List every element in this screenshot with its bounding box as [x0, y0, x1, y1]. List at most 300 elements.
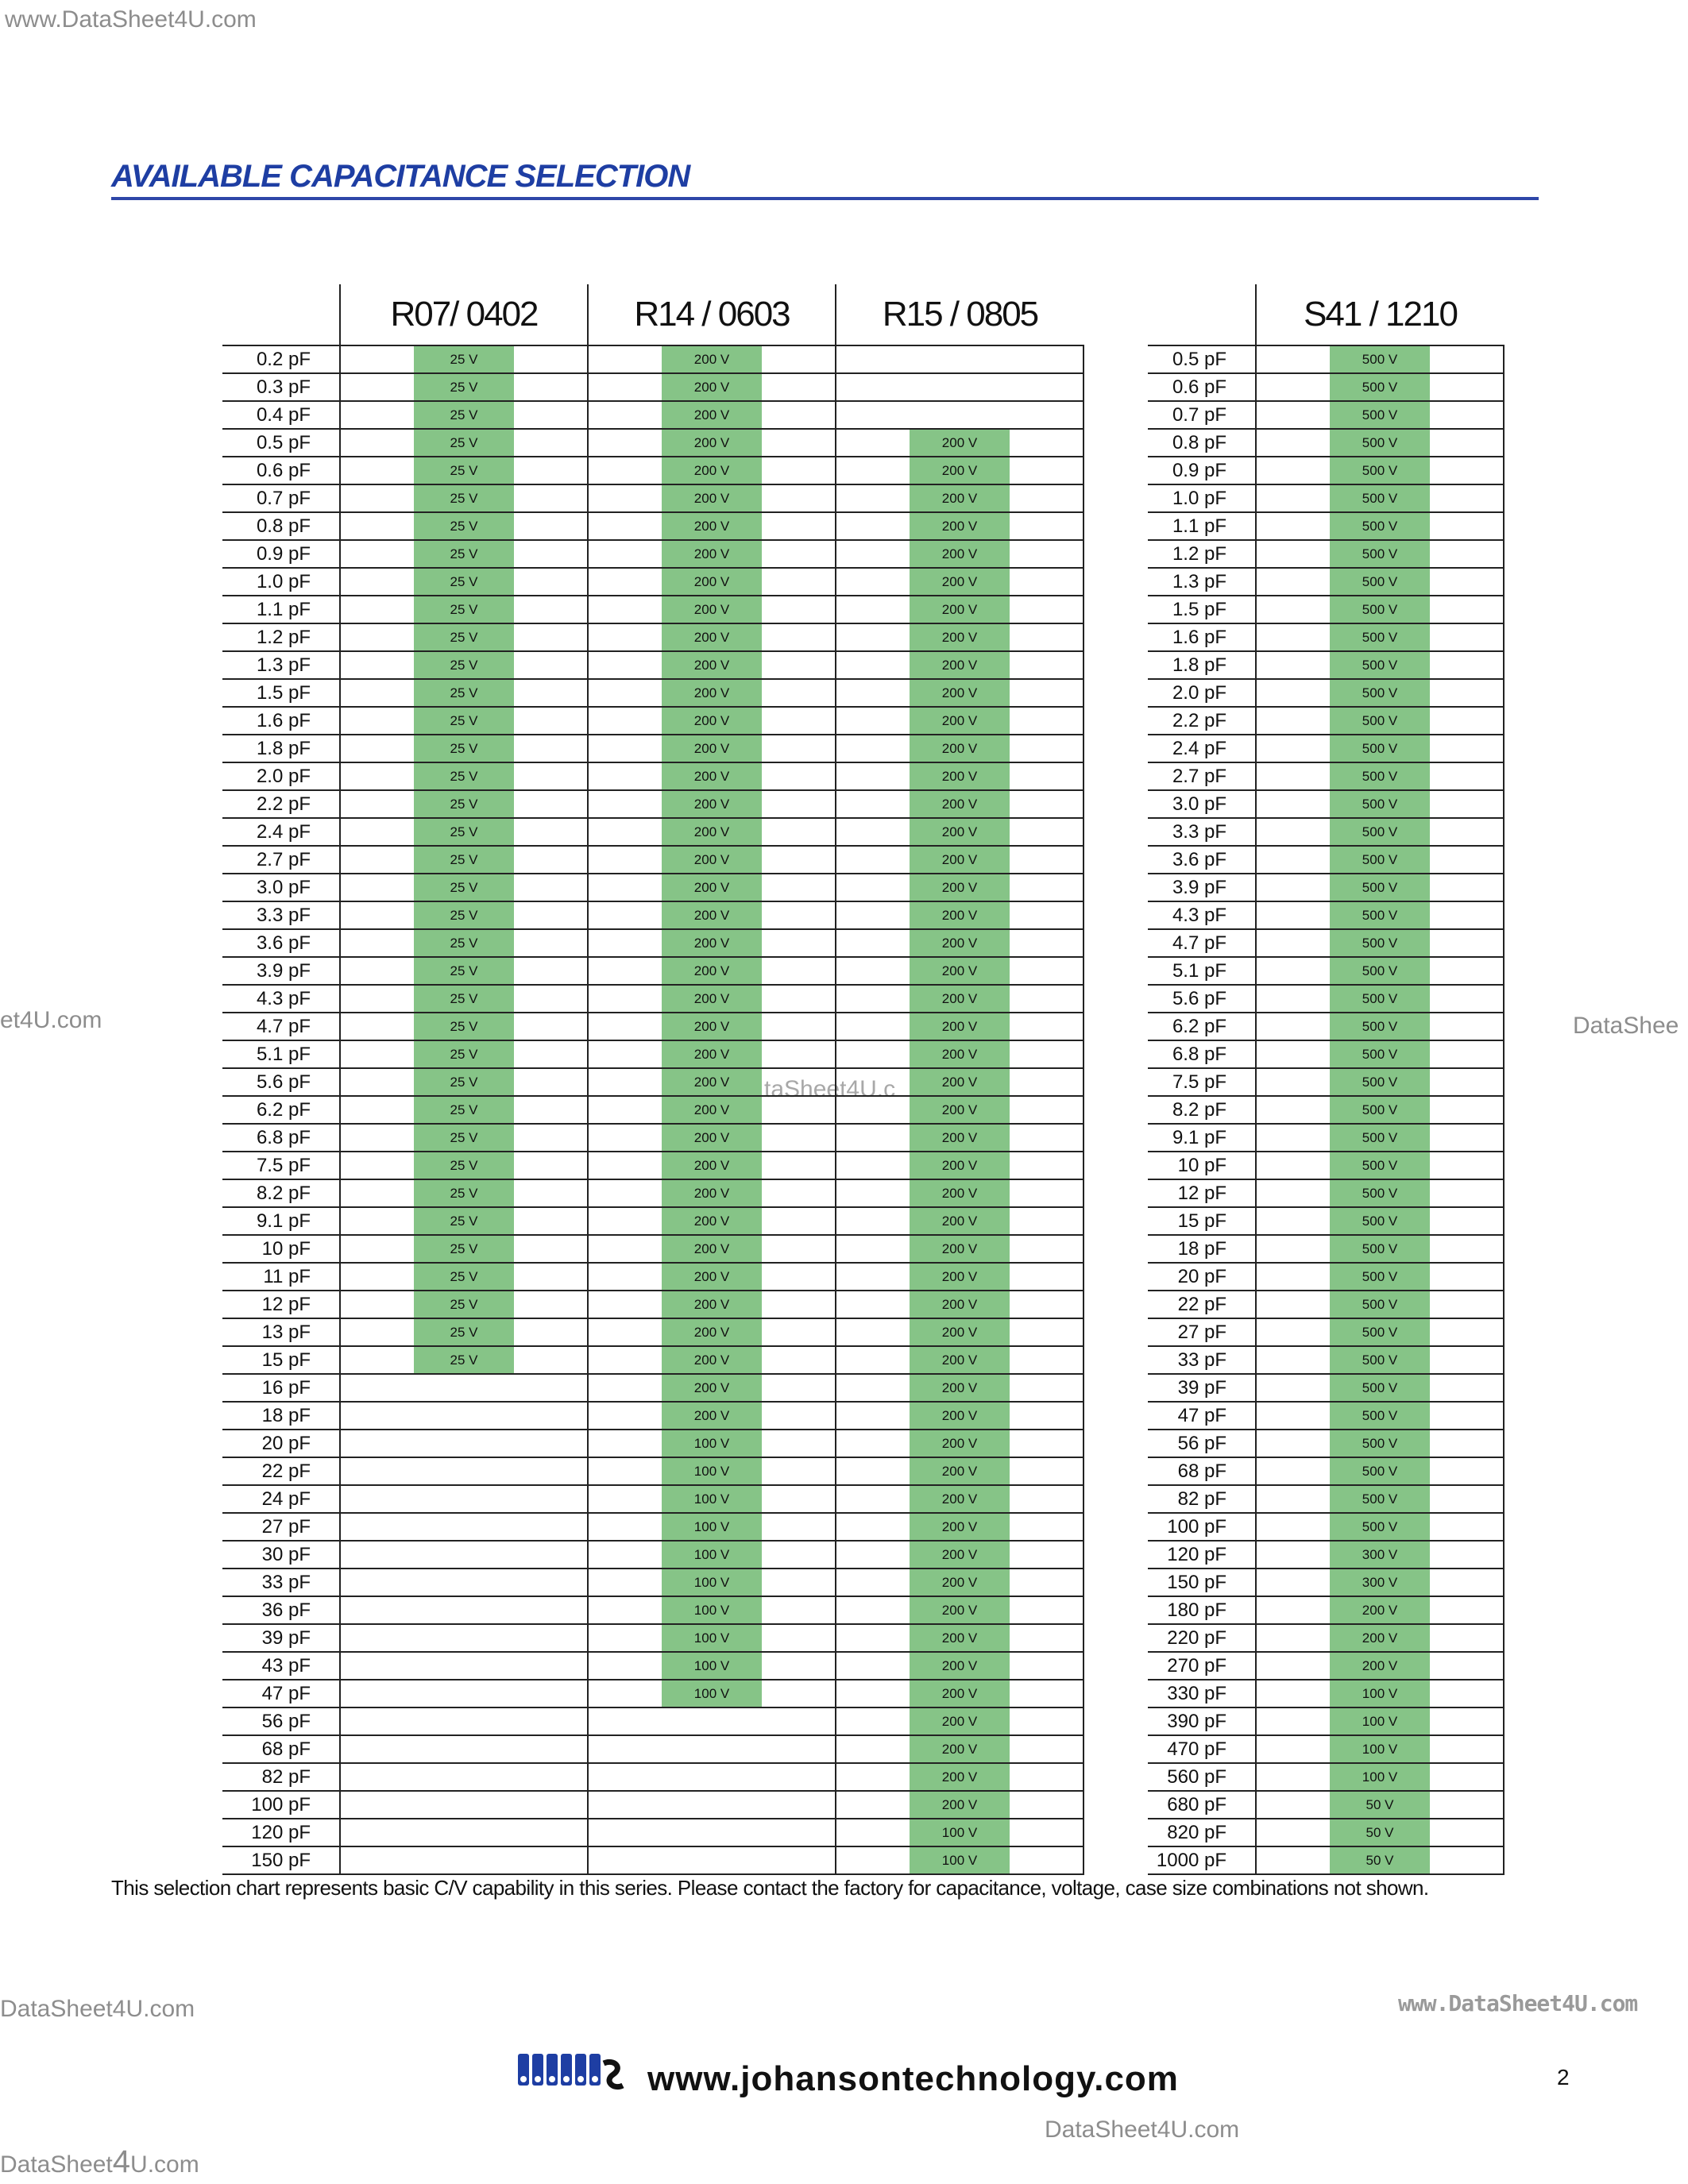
voltage-cell — [836, 651, 1083, 679]
voltage-rating: 200 V — [910, 1653, 1010, 1679]
capacitance-label: 56 pF — [222, 1707, 340, 1735]
voltage-cell — [588, 429, 836, 457]
voltage-rating: 200 V — [910, 763, 1010, 789]
capacitance-label: 180 pF — [1148, 1596, 1256, 1624]
voltage-cell — [340, 457, 588, 484]
voltage-cell — [836, 1263, 1083, 1291]
voltage-cell — [340, 1652, 588, 1680]
capacitance-label: 1.0 pF — [1148, 484, 1256, 512]
voltage-cell — [836, 1735, 1083, 1763]
table-row — [222, 373, 1083, 401]
voltage-rating: 25 V — [414, 791, 514, 817]
voltage-cell — [340, 1346, 588, 1374]
voltage-rating: 50 V — [1330, 1819, 1430, 1846]
capacitance-label: 30 pF — [222, 1541, 340, 1569]
capacitance-label: 56 pF — [1148, 1430, 1256, 1457]
voltage-cell — [340, 1291, 588, 1318]
voltage-cell — [340, 1541, 588, 1569]
capacitance-label: 2.7 pF — [1148, 762, 1256, 790]
voltage-rating: 200 V — [910, 485, 1010, 511]
table-row — [1148, 762, 1504, 790]
voltage-rating: 200 V — [910, 1236, 1010, 1262]
table-row — [222, 1124, 1083, 1152]
voltage-cell — [836, 985, 1083, 1013]
voltage-rating: 500 V — [1330, 1486, 1430, 1512]
voltage-cell — [836, 1596, 1083, 1624]
section-title-text: AVAILABLE CAPACITANCE SELECTION — [111, 159, 690, 194]
voltage-rating: 25 V — [414, 958, 514, 984]
table-row — [1148, 373, 1504, 401]
voltage-rating: 200 V — [1330, 1597, 1430, 1623]
voltage-rating: 25 V — [414, 1097, 514, 1123]
voltage-cell — [836, 540, 1083, 568]
voltage-rating: 25 V — [414, 624, 514, 650]
voltage-rating: 200 V — [910, 1625, 1010, 1651]
voltage-rating: 200 V — [910, 1403, 1010, 1429]
voltage-rating: 200 V — [910, 708, 1010, 734]
voltage-rating: 25 V — [414, 763, 514, 789]
table-row — [222, 1346, 1083, 1374]
voltage-rating: 25 V — [414, 652, 514, 678]
capacitance-label: 2.0 pF — [1148, 679, 1256, 707]
voltage-cell — [1256, 568, 1504, 596]
header-s41-1210: S41 / 1210 — [1256, 284, 1504, 345]
capacitance-label: 4.7 pF — [1148, 929, 1256, 957]
table-row — [222, 1819, 1083, 1846]
voltage-cell — [340, 1791, 588, 1819]
table-row — [1148, 429, 1504, 457]
watermark-footer-left — [0, 2144, 199, 2180]
voltage-rating: 500 V — [1330, 652, 1430, 678]
table-row — [222, 985, 1083, 1013]
voltage-rating: 300 V — [1330, 1569, 1430, 1596]
voltage-rating: 200 V — [910, 1125, 1010, 1151]
voltage-cell — [1256, 345, 1504, 373]
voltage-cell — [588, 1096, 836, 1124]
voltage-cell — [588, 540, 836, 568]
voltage-rating: 200 V — [910, 1486, 1010, 1512]
voltage-cell — [588, 1569, 836, 1596]
table-row — [1148, 1318, 1504, 1346]
voltage-cell — [340, 929, 588, 957]
voltage-cell — [836, 1624, 1083, 1652]
capacitance-label: 22 pF — [1148, 1291, 1256, 1318]
table-row — [222, 1402, 1083, 1430]
watermark-bottom-center: DataSheet4U.com — [1045, 2116, 1240, 2143]
voltage-rating: 100 V — [662, 1569, 762, 1596]
capacitance-label: 3.0 pF — [222, 874, 340, 901]
voltage-cell — [340, 1402, 588, 1430]
voltage-cell — [836, 1318, 1083, 1346]
table-row — [1148, 651, 1504, 679]
voltage-cell — [588, 1068, 836, 1096]
table-row — [1148, 1013, 1504, 1040]
voltage-rating: 200 V — [662, 652, 762, 678]
voltage-cell — [588, 1179, 836, 1207]
voltage-cell — [340, 874, 588, 901]
capacitance-label: 820 pF — [1148, 1819, 1256, 1846]
voltage-rating: 25 V — [414, 374, 514, 400]
voltage-cell — [340, 790, 588, 818]
capacitance-label: 3.0 pF — [1148, 790, 1256, 818]
capacitance-label: 39 pF — [1148, 1374, 1256, 1402]
voltage-cell — [836, 1152, 1083, 1179]
voltage-rating: 200 V — [910, 569, 1010, 595]
table-row — [222, 1152, 1083, 1179]
capacitance-label: 1.5 pF — [222, 679, 340, 707]
voltage-rating: 500 V — [1330, 457, 1430, 484]
voltage-rating: 100 V — [1330, 1764, 1430, 1790]
capacitance-label: 1.2 pF — [222, 623, 340, 651]
capacitance-label: 39 pF — [222, 1624, 340, 1652]
voltage-rating: 200 V — [662, 1180, 762, 1206]
voltage-cell — [588, 1763, 836, 1791]
voltage-cell — [340, 1680, 588, 1707]
table-row — [222, 401, 1083, 429]
table-row — [1148, 1819, 1504, 1846]
table-row — [1148, 596, 1504, 623]
voltage-rating: 500 V — [1330, 763, 1430, 789]
voltage-rating: 200 V — [910, 930, 1010, 956]
voltage-cell — [1256, 1457, 1504, 1485]
voltage-rating: 200 V — [662, 902, 762, 928]
voltage-cell — [1256, 707, 1504, 735]
table-row — [222, 1513, 1083, 1541]
capacitance-label: 1.3 pF — [1148, 568, 1256, 596]
voltage-rating: 200 V — [662, 1152, 762, 1179]
capacitance-label: 15 pF — [1148, 1207, 1256, 1235]
voltage-rating: 200 V — [910, 1458, 1010, 1484]
capacitance-label: 3.9 pF — [1148, 874, 1256, 901]
voltage-cell — [340, 1457, 588, 1485]
voltage-rating: 200 V — [662, 430, 762, 456]
table-row — [1148, 679, 1504, 707]
capacitance-label: 27 pF — [1148, 1318, 1256, 1346]
voltage-cell — [1256, 1263, 1504, 1291]
voltage-cell — [836, 957, 1083, 985]
voltage-cell — [1256, 1291, 1504, 1318]
title-underline — [111, 197, 1539, 200]
johanson-logo-icon — [515, 2047, 626, 2098]
voltage-cell — [340, 762, 588, 790]
voltage-cell — [588, 1541, 836, 1569]
voltage-rating: 25 V — [414, 930, 514, 956]
voltage-cell — [1256, 1124, 1504, 1152]
voltage-cell — [588, 1735, 836, 1763]
voltage-cell — [1256, 429, 1504, 457]
table-row — [1148, 623, 1504, 651]
voltage-cell — [836, 762, 1083, 790]
voltage-cell — [1256, 1652, 1504, 1680]
voltage-cell — [588, 651, 836, 679]
voltage-rating: 200 V — [910, 847, 1010, 873]
voltage-cell — [588, 345, 836, 373]
voltage-cell — [340, 401, 588, 429]
voltage-cell — [588, 1791, 836, 1819]
capacitance-label: 150 pF — [222, 1846, 340, 1874]
voltage-cell — [836, 818, 1083, 846]
voltage-rating: 100 V — [1330, 1708, 1430, 1734]
capacitance-label: 0.9 pF — [222, 540, 340, 568]
capacitance-label: 1.1 pF — [222, 596, 340, 623]
voltage-cell — [1256, 1040, 1504, 1068]
voltage-cell — [836, 1819, 1083, 1846]
table-row — [1148, 1402, 1504, 1430]
table-row — [222, 1735, 1083, 1763]
voltage-cell — [836, 1207, 1083, 1235]
voltage-rating: 100 V — [662, 1653, 762, 1679]
voltage-rating: 200 V — [662, 1236, 762, 1262]
voltage-rating: 25 V — [414, 735, 514, 762]
voltage-rating: 200 V — [910, 624, 1010, 650]
capacitance-label: 7.5 pF — [222, 1152, 340, 1179]
capacitance-label: 1.0 pF — [222, 568, 340, 596]
voltage-rating: 200 V — [910, 902, 1010, 928]
table-row — [222, 1624, 1083, 1652]
voltage-cell — [1256, 679, 1504, 707]
voltage-rating: 200 V — [662, 680, 762, 706]
voltage-rating: 100 V — [662, 1680, 762, 1707]
table-row — [222, 345, 1083, 373]
voltage-rating: 200 V — [662, 1403, 762, 1429]
voltage-rating: 200 V — [910, 1708, 1010, 1734]
voltage-rating: 500 V — [1330, 708, 1430, 734]
voltage-cell — [836, 1680, 1083, 1707]
voltage-rating: 25 V — [414, 680, 514, 706]
table-row — [222, 1457, 1083, 1485]
voltage-rating: 25 V — [414, 346, 514, 372]
capacitance-label: 100 pF — [222, 1791, 340, 1819]
table-row — [1148, 1457, 1504, 1485]
voltage-rating: 200 V — [662, 1013, 762, 1040]
table-row — [222, 1791, 1083, 1819]
capacitance-label: 390 pF — [1148, 1707, 1256, 1735]
website-url[interactable]: www.johansontechnology.com — [647, 2059, 1179, 2098]
voltage-rating: 25 V — [414, 819, 514, 845]
voltage-cell — [340, 707, 588, 735]
voltage-cell — [340, 429, 588, 457]
voltage-rating: 500 V — [1330, 1430, 1430, 1457]
table-row — [1148, 1707, 1504, 1735]
voltage-rating: 200 V — [910, 1736, 1010, 1762]
table-row — [1148, 1846, 1504, 1874]
voltage-rating: 25 V — [414, 457, 514, 484]
capacitance-label: 1.6 pF — [1148, 623, 1256, 651]
section-title — [111, 159, 689, 195]
voltage-rating: 500 V — [1330, 847, 1430, 873]
voltage-cell — [340, 679, 588, 707]
voltage-rating: 500 V — [1330, 1319, 1430, 1345]
page-number: 2 — [1557, 2065, 1570, 2089]
table-row — [1148, 1068, 1504, 1096]
voltage-cell — [1256, 818, 1504, 846]
table-row — [222, 957, 1083, 985]
voltage-cell — [1256, 1596, 1504, 1624]
voltage-rating: 200 V — [662, 1125, 762, 1151]
voltage-cell — [836, 512, 1083, 540]
capacitance-label: 33 pF — [1148, 1346, 1256, 1374]
voltage-cell — [340, 651, 588, 679]
voltage-cell — [836, 1124, 1083, 1152]
table-row — [1148, 1513, 1504, 1541]
voltage-rating: 100 V — [910, 1847, 1010, 1873]
header-r15-0805: R15 / 0805 — [836, 284, 1083, 345]
capacitance-label: 24 pF — [222, 1485, 340, 1513]
capacitance-label: 8.2 pF — [1148, 1096, 1256, 1124]
capacitance-label: 1.5 pF — [1148, 596, 1256, 623]
capacitance-label: 3.9 pF — [222, 957, 340, 985]
capacitance-label: 5.6 pF — [1148, 985, 1256, 1013]
voltage-rating: 200 V — [662, 1069, 762, 1095]
voltage-cell — [1256, 762, 1504, 790]
voltage-cell — [836, 1763, 1083, 1791]
voltage-cell — [588, 1485, 836, 1513]
voltage-cell — [340, 1235, 588, 1263]
table-row — [222, 1235, 1083, 1263]
capacitance-label: 33 pF — [222, 1569, 340, 1596]
voltage-cell — [1256, 1346, 1504, 1374]
voltage-rating: 25 V — [414, 874, 514, 901]
capacitance-label: 6.2 pF — [1148, 1013, 1256, 1040]
capacitance-label: 120 pF — [222, 1819, 340, 1846]
capacitance-label: 560 pF — [1148, 1763, 1256, 1791]
table-row — [1148, 929, 1504, 957]
voltage-rating: 25 V — [414, 402, 514, 428]
capacitance-label: 9.1 pF — [222, 1207, 340, 1235]
table-row — [222, 1541, 1083, 1569]
voltage-rating: 500 V — [1330, 1403, 1430, 1429]
table-row — [1148, 1374, 1504, 1402]
voltage-cell — [1256, 1763, 1504, 1791]
voltage-rating: 200 V — [910, 1041, 1010, 1067]
voltage-cell — [340, 1624, 588, 1652]
capacitance-label: 12 pF — [1148, 1179, 1256, 1207]
voltage-cell — [340, 1735, 588, 1763]
capacitance-label: 330 pF — [1148, 1680, 1256, 1707]
table-row — [222, 1013, 1083, 1040]
voltage-cell — [340, 901, 588, 929]
voltage-rating: 500 V — [1330, 1180, 1430, 1206]
voltage-cell — [340, 1013, 588, 1040]
voltage-cell — [1256, 1152, 1504, 1179]
voltage-rating: 200 V — [910, 1264, 1010, 1290]
capacitance-label: 0.3 pF — [222, 373, 340, 401]
voltage-cell — [588, 484, 836, 512]
watermark-footer-left-c: U.com — [130, 2151, 199, 2178]
voltage-cell — [588, 1291, 836, 1318]
voltage-rating: 200 V — [910, 735, 1010, 762]
voltage-rating: 500 V — [1330, 1208, 1430, 1234]
table-row — [222, 901, 1083, 929]
capacitance-label: 20 pF — [222, 1430, 340, 1457]
voltage-rating: 500 V — [1330, 874, 1430, 901]
voltage-rating: 200 V — [662, 457, 762, 484]
voltage-rating: 200 V — [662, 958, 762, 984]
capacitance-label: 6.8 pF — [222, 1124, 340, 1152]
voltage-cell — [588, 1457, 836, 1485]
voltage-rating: 500 V — [1330, 1041, 1430, 1067]
voltage-rating: 25 V — [414, 485, 514, 511]
voltage-cell — [588, 1040, 836, 1068]
voltage-cell — [340, 1485, 588, 1513]
capacitance-label: 22 pF — [222, 1457, 340, 1485]
table-row — [222, 651, 1083, 679]
voltage-rating: 200 V — [662, 569, 762, 595]
voltage-rating: 200 V — [910, 819, 1010, 845]
header-blank — [222, 284, 340, 345]
watermark-bottom-left: DataSheet4U.com — [0, 1996, 195, 2022]
voltage-rating: 100 V — [662, 1597, 762, 1623]
table-row — [222, 1430, 1083, 1457]
voltage-cell — [340, 1318, 588, 1346]
voltage-cell — [836, 790, 1083, 818]
voltage-cell — [588, 1819, 836, 1846]
voltage-cell — [588, 512, 836, 540]
voltage-cell — [340, 735, 588, 762]
voltage-cell — [588, 1624, 836, 1652]
voltage-rating: 200 V — [662, 847, 762, 873]
capacitance-label: 18 pF — [1148, 1235, 1256, 1263]
voltage-cell — [340, 1569, 588, 1596]
table-row — [222, 1680, 1083, 1707]
voltage-cell — [836, 1652, 1083, 1680]
voltage-cell — [340, 484, 588, 512]
capacitance-label: 0.5 pF — [222, 429, 340, 457]
table-row — [1148, 1624, 1504, 1652]
capacitance-label: 0.8 pF — [1148, 429, 1256, 457]
capacitance-label: 2.4 pF — [222, 818, 340, 846]
voltage-rating: 200 V — [910, 1152, 1010, 1179]
voltage-rating: 500 V — [1330, 1125, 1430, 1151]
voltage-rating: 25 V — [414, 569, 514, 595]
header-blank — [1148, 284, 1256, 345]
table-row — [222, 1207, 1083, 1235]
voltage-cell — [836, 401, 1083, 429]
table-row — [1148, 901, 1504, 929]
voltage-cell — [340, 985, 588, 1013]
table-row — [1148, 401, 1504, 429]
voltage-cell — [340, 1430, 588, 1457]
capacitance-label: 2.0 pF — [222, 762, 340, 790]
voltage-rating: 200 V — [910, 1542, 1010, 1568]
voltage-cell — [588, 373, 836, 401]
voltage-cell — [340, 345, 588, 373]
table-row — [1148, 1040, 1504, 1068]
capacitance-label: 100 pF — [1148, 1513, 1256, 1541]
voltage-rating: 500 V — [1330, 735, 1430, 762]
voltage-cell — [836, 596, 1083, 623]
voltage-cell — [836, 1291, 1083, 1318]
watermark-top-left: www.DataSheet4U.com — [5, 6, 257, 33]
voltage-cell — [1256, 1513, 1504, 1541]
voltage-cell — [588, 1652, 836, 1680]
capacitance-label: 5.1 pF — [1148, 957, 1256, 985]
voltage-rating: 200 V — [662, 819, 762, 845]
voltage-cell — [1256, 1791, 1504, 1819]
capacitance-label: 47 pF — [222, 1680, 340, 1707]
voltage-cell — [340, 1707, 588, 1735]
capacitance-label: 4.3 pF — [222, 985, 340, 1013]
voltage-cell — [836, 345, 1083, 373]
voltage-rating: 500 V — [1330, 1264, 1430, 1290]
voltage-rating: 200 V — [910, 1319, 1010, 1345]
voltage-cell — [1256, 1318, 1504, 1346]
table-row — [1148, 1346, 1504, 1374]
table-row — [222, 484, 1083, 512]
voltage-rating: 200 V — [662, 1264, 762, 1290]
voltage-cell — [588, 1402, 836, 1430]
voltage-cell — [836, 1179, 1083, 1207]
